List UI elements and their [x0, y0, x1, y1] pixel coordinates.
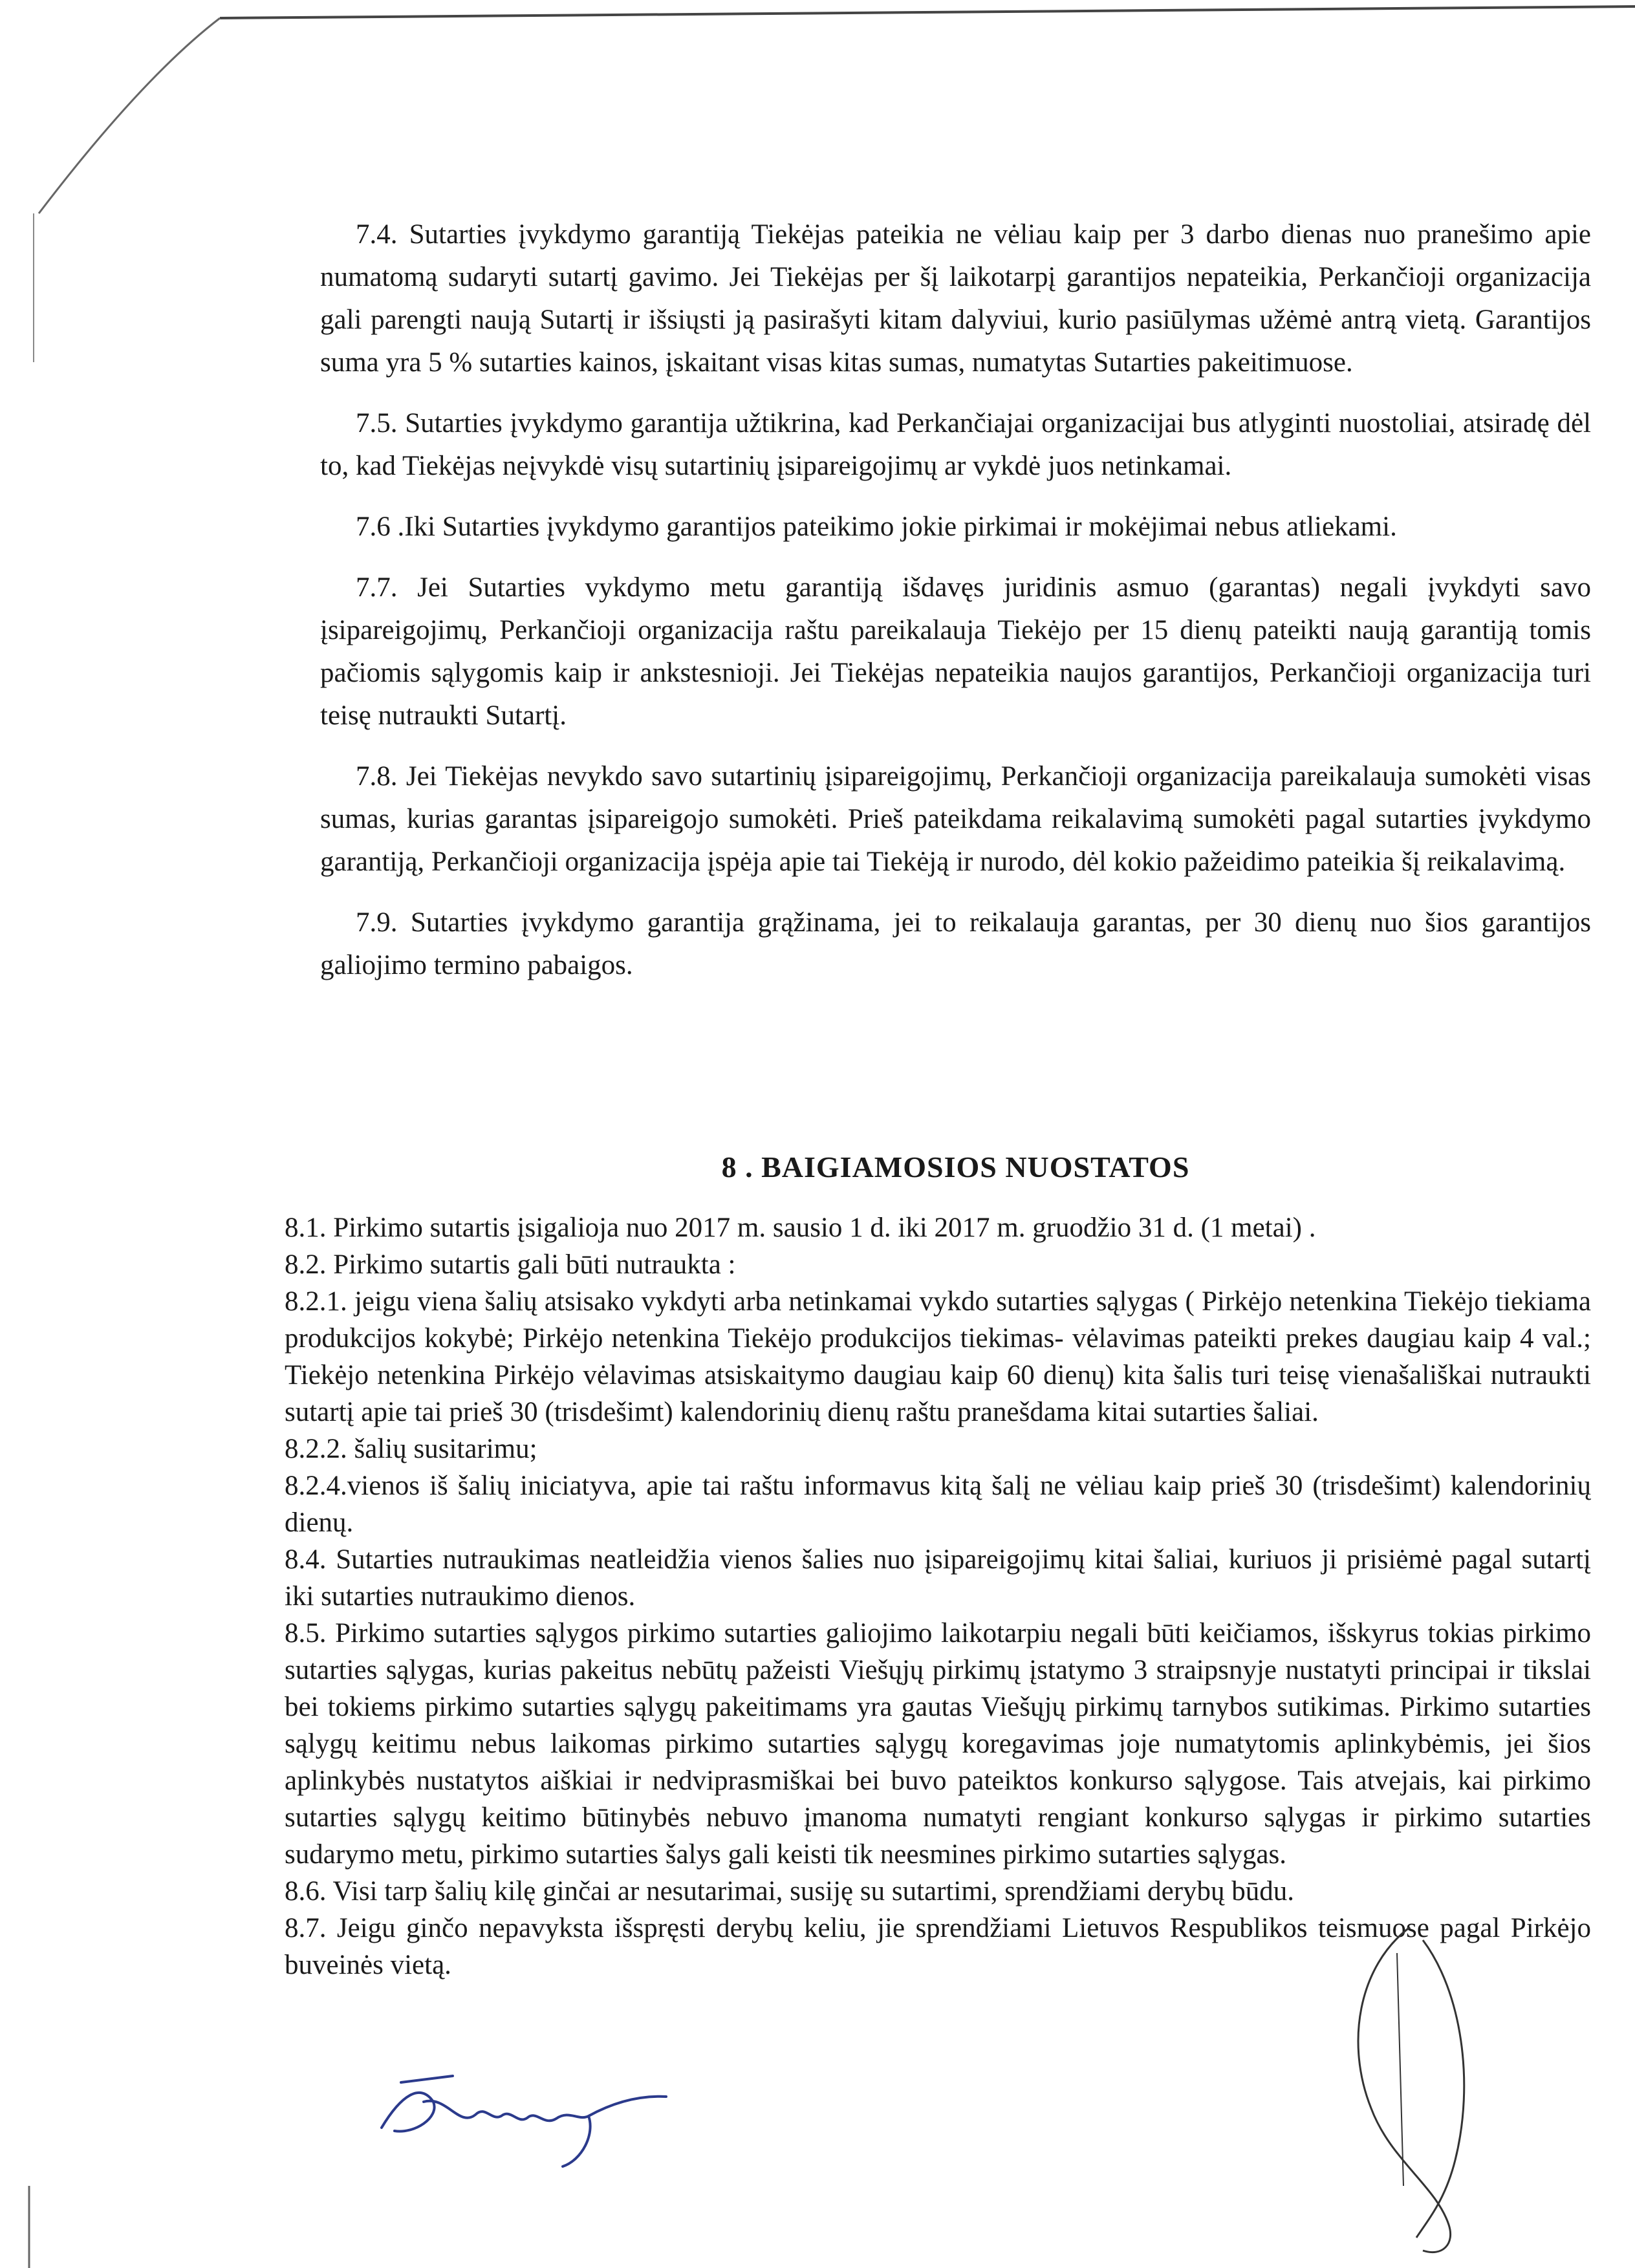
clause-7-8: 7.8. Jei Tiekėjas nevykdo savo sutartinių įsipareigojimų, Perkančioji organizacija pareikalauja sumokėti visas sumas, kurias garantas įsipareigojo sumokėti. Prieš pateikdama reikalavimą sumokėti pagal sutarties įvykdymo garantiją, Perkančioji organizacija įspėja apie tai Tiekėją ir nurodo, dėl kokio pažeidimo pateikia šį reikalavimą. — [320, 761, 1591, 877]
clause-8-2-2: 8.2.2. šalių susitarimu; — [285, 1434, 537, 1464]
clause-8-2-1: 8.2.1. jeigu viena šalių atsisako vykdyti arba netinkamai vykdo sutarties sąlygas ( Pirkėjo netenkina Tiekėjo tiekiama produkcijos kokybė; Pirkėjo netenkina Tiekėjo produkcijos tiekimas- vėlavimas pateikti prekes daugiau kaip 4 val.; Tiekėjo netenkina Pirkėjo vėlavimas atsiskaitymo daugiau kaip 60 dienų) kita šalis turi teisę vienašališkai nutraukti sutartį apie tai prieš 30 (trisdešimt) kalendorinių dienų raštu pranešdama kitai sutarties šaliai. — [285, 1286, 1591, 1427]
clause-8-7: 8.7. Jeigu ginčo nepavyksta išspręsti derybų keliu, jie sprendžiami Lietuvos Respublikos teismuose pagal Pirkėjo buveinės vietą. — [285, 1913, 1591, 1980]
clause-8-4: 8.4. Sutarties nutraukimas neatleidžia vienos šalies nuo įsipareigojimų kitai šaliai, kuriuos ji prisiėmė pagal sutartį iki sutarties nutraukimo dienos. — [285, 1544, 1591, 1612]
section-8 — [285, 1209, 1591, 1983]
signature-left — [362, 2057, 698, 2173]
clause-8-6: 8.6. Visi tarp šalių kilę ginčai ar nesutarimai, susiję su sutartimi, sprendžiami derybų būdu. — [285, 1876, 1295, 1906]
clause-7-4: 7.4. Sutarties įvykdymo garantiją Tiekėjas pateikia ne vėliau kaip per 3 darbo dienas nuo pranešimo apie numatomą sudaryti sutartį gavimo. Jei Tiekėjas per šį laikotarpį garantijos nepateikia, Perkančioji organizacija gali parengti naują Sutartį ir išsiųsti ją pasirašyti kitam dalyviui, kurio pasiūlymas užėmė antrą vietą. Garantijos suma yra 5 % sutarties kainos, įskaitant visas kitas sumas, numatytas Sutarties pakeitimuose. — [320, 219, 1591, 378]
clause-8-5: 8.5. Pirkimo sutarties sąlygos pirkimo sutarties galiojimo laikotarpiu negali būti keičiamos, išskyrus tokias pirkimo sutarties sąlygas, kurias pakeitus nebūtų pažeisti Viešųjų pirkimų įstatymo 3 straipsnyje nustatyti principai ir tikslai bei tokiems pirkimo sutarties sąlygų pakeitimams yra gautas Viešųjų pirkimų tarnybos sutikimas. Pirkimo sutarties sąlygų keitimu nebus laikomas pirkimo sutarties sąlygų koregavimas joje numatytomis aplinkybėmis, jei šios aplinkybės nustatytos aiškiai ir nedviprasmiškai bei buvo pateiktos konkurso sąlygose. Tais atvejais, kai pirkimo sutarties sąlygų keitimo būtinybės nebuvo įmanoma numatyti rengiant konkurso sąlygas ir pirkimo sutarties sudarymo metu, pirkimo sutarties šalys gali keisti tik neesmines pirkimo sutarties sąlygas. — [285, 1618, 1591, 1870]
clause-8-1: 8.1. Pirkimo sutartis įsigalioja nuo 2017 m. sausio 1 d. iki 2017 m. gruodžio 31 d. (1 metai) . — [285, 1213, 1316, 1243]
clause-8-2: 8.2. Pirkimo sutartis gali būti nutraukta : — [285, 1249, 736, 1280]
clause-7-9: 7.9. Sutarties įvykdymo garantija grąžinama, jei to reikalauja garantas, per 30 dienų nuo šios garantijos galiojimo termino pabaigos. — [320, 907, 1591, 980]
clause-7-5: 7.5. Sutarties įvykdymo garantija užtikrina, kad Perkančiajai organizacijai bus atlyginti nuostoliai, atsiradę dėl to, kad Tiekėjas neįvykdė visų sutartinių įsipareigojimų ar vykdė juos netinkamai. — [320, 408, 1591, 481]
section-8-title: 8 . BAIGIAMOSIOS NUOSTATOS — [721, 1150, 1190, 1183]
clause-7-6: 7.6 .Iki Sutarties įvykdymo garantijos pateikimo jokie pirkimai ir mokėjimai nebus atliekami. — [356, 512, 1397, 542]
clause-7-7: 7.7. Jei Sutarties vykdymo metu garantiją išdavęs juridinis asmuo (garantas) negali įvykdyti savo įsipareigojimų, Perkančioji organizacija raštu pareikalauja Tiekėjo per 15 dienų pateikti naują garantiją tomis pačiomis sąlygomis kaip ir ankstesnioji. Jei Tiekėjas nepateikia naujos garantijos, Perkančioji organizacija turi teisę nutraukti Sutartį. — [320, 572, 1591, 731]
clause-8-2-4: 8.2.4.vienos iš šalių iniciatyva, apie tai raštu informavus kitą šalį ne vėliau kaip prieš 30 (trisdešimt) kalendorinių dienų. — [285, 1471, 1591, 1538]
section-7 — [320, 213, 1591, 1005]
